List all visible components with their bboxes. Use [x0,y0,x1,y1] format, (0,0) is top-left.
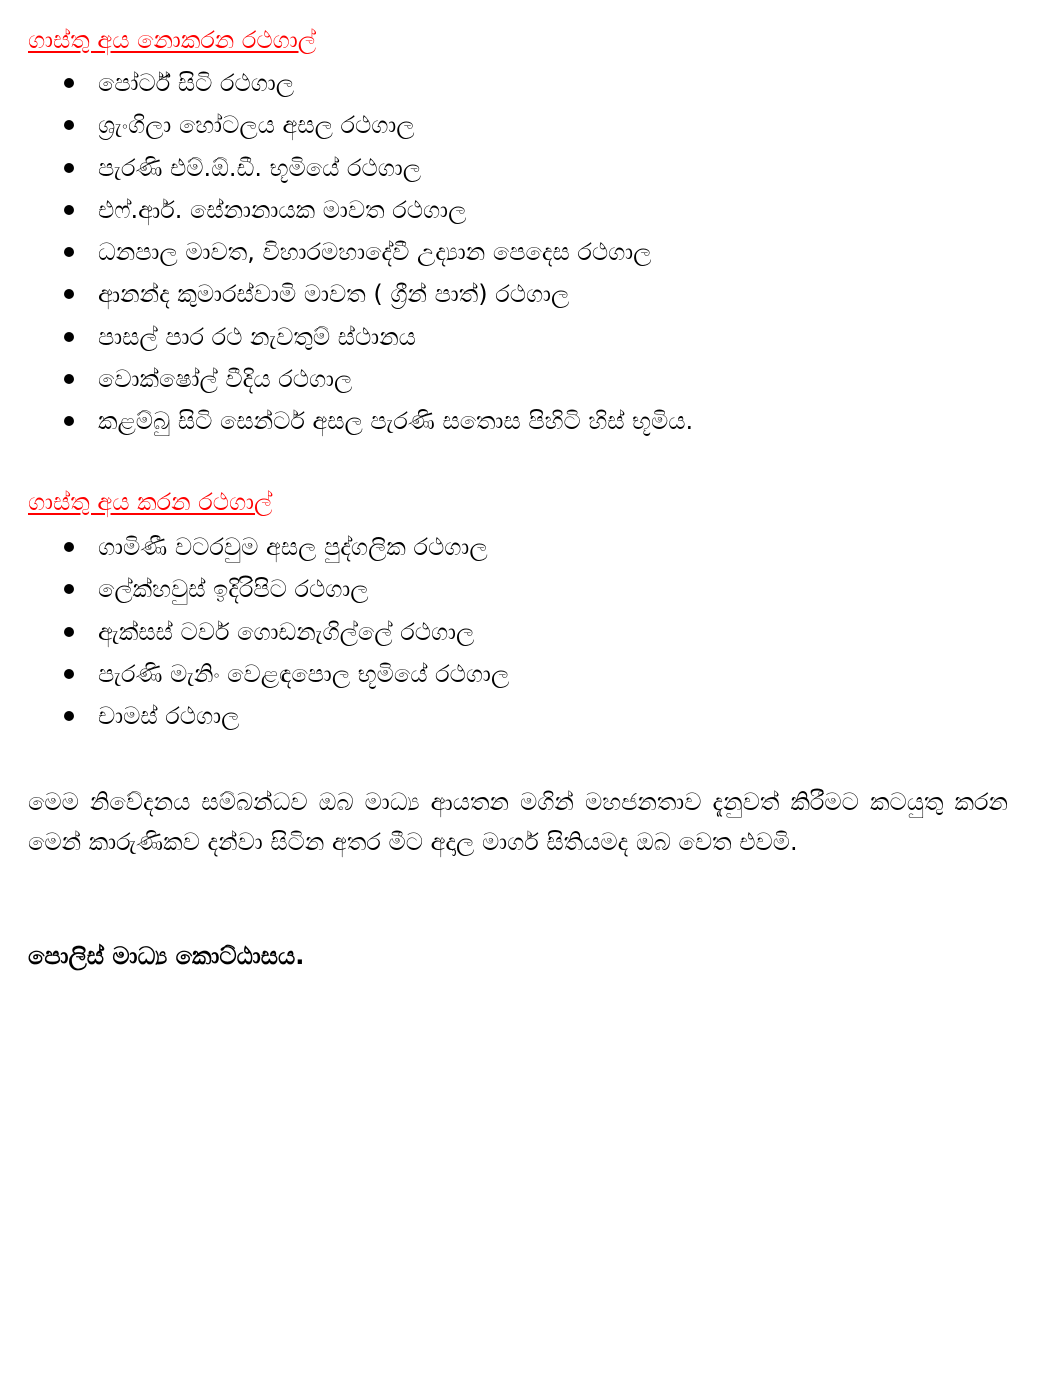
section-heading-free-parking: ගාස්තු අය නොකරන රථගාල් [28,26,317,54]
bullet-icon [64,542,74,552]
bullet-icon [64,289,74,299]
list-item-text: පැරණි එම්.ඕ.ඩී. භූමියේ රථගාල [98,153,422,182]
bullet-icon [64,669,74,679]
list-item-text: පැරණි මැනිං වෙළඳපොල භූමියේ රථගාල [98,659,510,688]
list-item-text: ශ්‍රැංගිලා හෝටලය අසල රථගාල [98,111,415,140]
list-item-text: එෆ්.ආර්. සේනානායක මාවත රථගාල [98,195,467,224]
list-item-text: ඇක්සස් ටවර් ගොඩනැගිල්ලේ රථගාල [98,617,475,646]
bullet-icon [64,120,74,130]
list-item-text: කළම්බු සිටි සෙන්ටර් අසල පැරණි සතොස පිහිටි හිස් භූමිය. [98,407,694,436]
list-item-text: ආනන්ද කුමාරස්වාමි මාවත ( ග්‍රීන් පාත්) රථගාල [98,280,570,309]
bullet-icon [64,205,74,215]
signoff: පොලිස් මාධ්‍ය කොට්ඨාසය. [28,942,305,970]
list-item-text: පෝර්ට් සිටි රථගාල [98,69,295,97]
bullet-icon [64,374,74,384]
section-heading-paid-parking: ගාස්තු අය කරන රථගාල් [28,488,273,516]
bullet-icon [64,627,74,637]
bullet-icon [64,711,74,721]
bullet-icon [64,247,74,257]
list-item-text: චාමස් රථගාල [98,702,240,731]
notice-paragraph: මෙම නිවේදනය සම්බන්ධව ඔබ මාධ්‍ය ආයතන මගින් මහජනතාව දැනුවත් කිරීමට කටයුතු කරන මෙන් කාරුණිකව දන්වා සිටින අතර මීට අදාල මාර්ග සිතියමද ඔබ වෙත එවමි. [28,788,1008,856]
bullet-icon [64,416,74,426]
list-item-text: ධනපාල මාවත, විහාරමහාදේවී උද්‍යාන පෙදෙස රථගාල [98,238,652,267]
bullet-icon [64,163,74,173]
list-item-text: ලේක්හවුස් ඉදිරිපිට රථගාල [98,575,369,604]
list-item-text: ගාමිණී වටරවුම අසල පුද්ගලික රථගාල [98,533,488,561]
bullet-icon [64,584,74,594]
bullet-icon [64,332,74,342]
list-item-text: පාසල් පාර රථ නැවතුම් ස්ථානය [98,322,416,351]
list-item-text: වොක්ෂෝල් වීදිය රථගාල [98,365,353,394]
bullet-icon [64,78,74,88]
